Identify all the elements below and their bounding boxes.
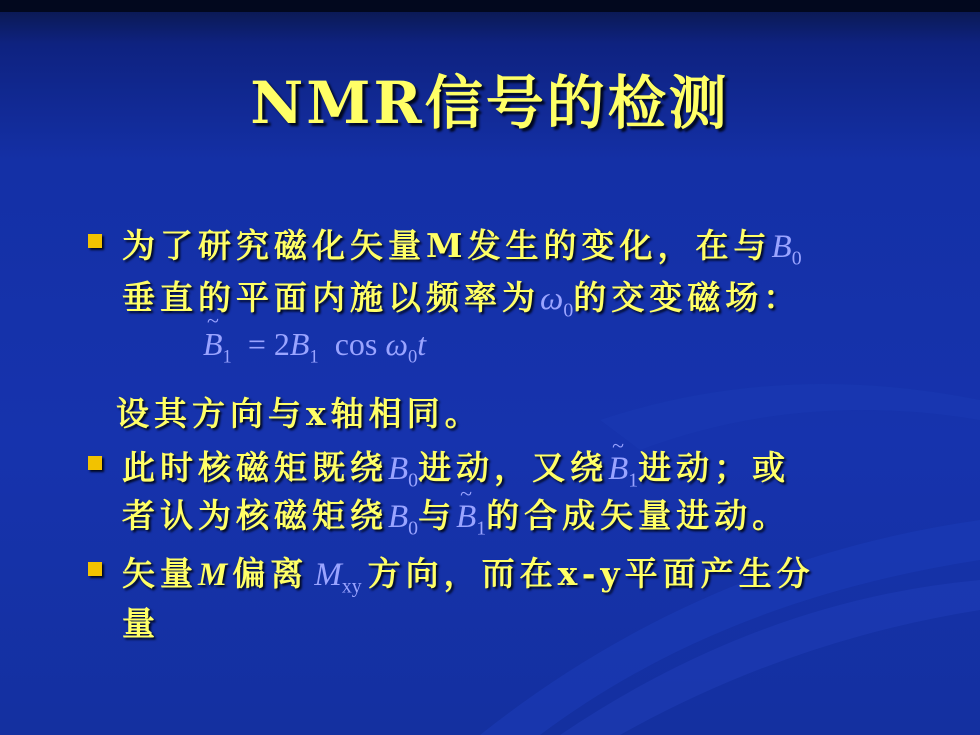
bullet-2-line-2: 者认为核磁矩绕$B_0$与B $\sim_1$的合成矢量进动。: [122, 490, 790, 541]
field-equation: B $\sim_1 = 2B_1$ $\cos \omega_0t$: [203, 326, 426, 368]
bullet-marker: [88, 234, 102, 248]
omega0-symbol: $\omega_0$: [540, 281, 574, 322]
b0-symbol: $B_0$: [771, 229, 802, 270]
b1-tilde-symbol: B $\sim_1$: [608, 451, 638, 487]
bullet-1-text-b: 垂直的平面内施以频率为: [122, 278, 540, 317]
b0-symbol: $B_0$: [388, 451, 419, 492]
bullet-1-line-2: [122, 272, 801, 323]
bullet-1-text-c: 的交变磁场：: [573, 278, 802, 317]
bullet-marker: [88, 562, 102, 576]
bullet-2-line-1: 此时核磁矩既绕$B_0$进动，又绕B $\sim_1$进动；或: [122, 442, 790, 493]
b0-symbol: $B_0$: [388, 499, 419, 540]
bullet-1-text-a: 为了研究磁化矢量M发生的变化，在与: [122, 226, 772, 265]
bullet-3-line-1: 矢量M偏离 $M_{xy}$ 方向，而在x-y平面产生分: [122, 554, 815, 598]
vector-m: M: [198, 557, 233, 593]
page-title: NMR信号的检测: [250, 69, 730, 137]
mxy-symbol: $M_{xy}$: [314, 557, 362, 598]
direction-note: 设其方向与x轴相同。: [116, 394, 483, 433]
bullet-1-line-1: [122, 220, 802, 271]
bullet-3-line-2: 量: [122, 604, 160, 643]
bullet-marker: [88, 456, 102, 470]
b1-tilde-symbol: B $\sim_1$: [456, 499, 486, 535]
